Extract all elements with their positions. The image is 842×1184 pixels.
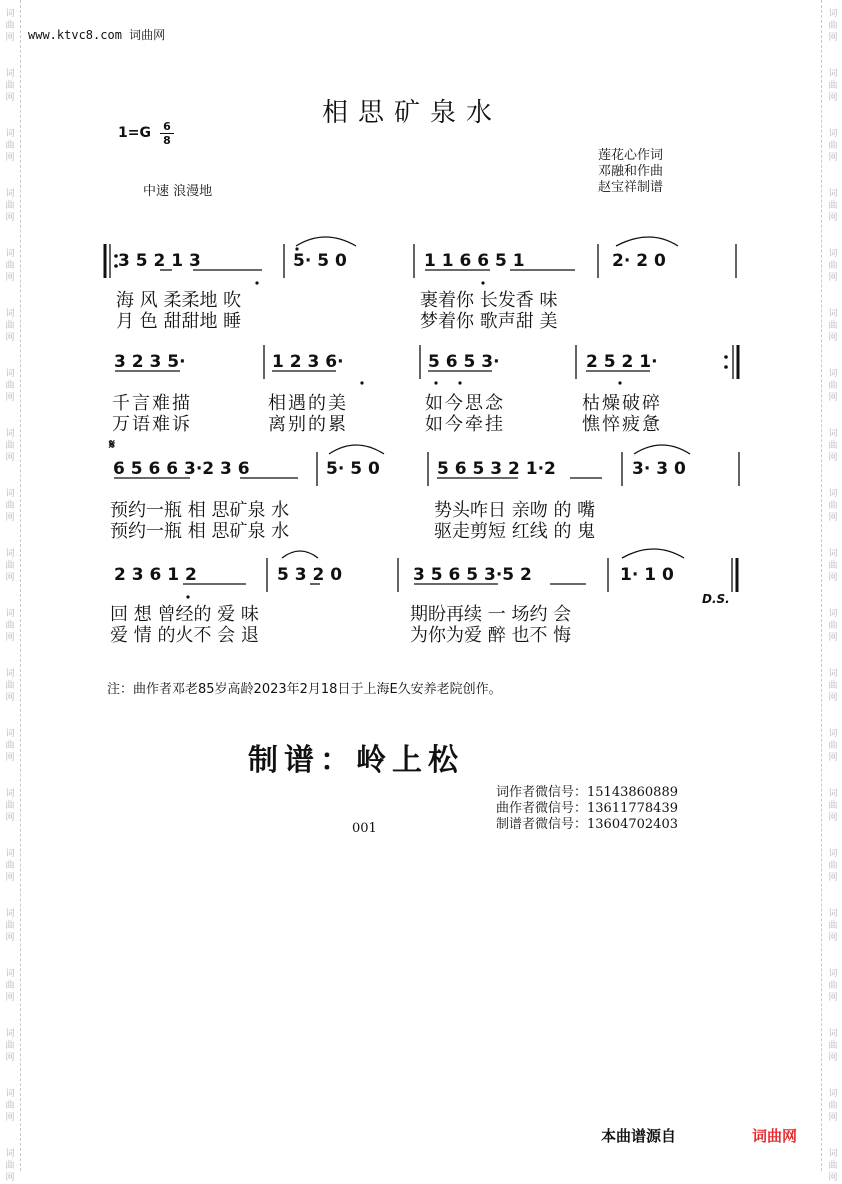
lyric-2b-4: 憔悴疲惫 (582, 414, 662, 435)
measure-3-3: 5 6 5 3 2 1·2 (437, 459, 556, 479)
measure-4-1: 2 3 6 1 2 (114, 565, 197, 585)
watermark-glyphs: 词 曲 网 (5, 69, 15, 103)
lyric-1a-1: 海 风 柔柔地 吹 (116, 290, 242, 311)
lyric-2a-2: 相遇的美 (268, 393, 348, 414)
lyricist-contact: 词作者微信号：15143860889 (496, 785, 678, 800)
watermark-glyphs: 词 曲 网 (5, 489, 15, 523)
watermark-glyphs: 词 曲 网 (5, 969, 15, 1003)
watermark-glyphs: 词 曲 网 (828, 9, 838, 43)
watermark-glyphs: 词 曲 网 (5, 669, 15, 703)
watermark-glyphs: 词 曲 网 (828, 369, 838, 403)
measure-1-3: 1 1 6 6 5 1 (424, 251, 525, 271)
lyric-4b-2: 为你为爱 醉 也不 悔 (410, 625, 572, 646)
watermark-glyphs: 词 曲 网 (828, 249, 838, 283)
watermark-glyphs: 词 曲 网 (5, 1089, 15, 1123)
watermark-glyphs: 词 曲 网 (5, 9, 15, 43)
source-label: 本曲谱源自 (601, 1127, 677, 1145)
site-url[interactable]: www.ktvc8.com 词曲网 (28, 28, 166, 42)
measure-2-4: 2 5 2 1· (586, 352, 658, 372)
lyric-2b-3: 如今牵挂 (425, 414, 505, 435)
lyric-3a-2: 势头咋日 亲吻 的 嘴 (434, 500, 596, 521)
time-signature-bottom: 8 (160, 133, 174, 147)
watermark-glyphs: 词 曲 网 (5, 1149, 15, 1183)
watermark-glyphs: 词 曲 网 (5, 429, 15, 463)
watermark-glyphs: 词 曲 网 (828, 1149, 838, 1183)
watermark-glyphs: 词 曲 网 (5, 789, 15, 823)
watermark-glyphs: 词 曲 网 (5, 909, 15, 943)
watermark-glyphs: 词 曲 网 (5, 189, 15, 223)
lyric-4a-1: 回 想 曾经的 爱 味 (110, 604, 259, 625)
measure-2-3: 5 6 5 3· (428, 352, 500, 372)
watermark-glyphs: 词 曲 网 (5, 309, 15, 343)
measure-1-2: 5· 5 0 (293, 251, 347, 271)
watermark-glyphs: 词 曲 网 (828, 129, 838, 163)
song-title: 相思矿泉水 (322, 98, 503, 128)
watermark-glyphs: 词 曲 网 (5, 129, 15, 163)
watermark-glyphs: 词 曲 网 (828, 729, 838, 763)
lyric-2a-3: 如今思念 (425, 393, 505, 414)
watermark-glyphs: 词 曲 网 (5, 549, 15, 583)
signature: 制谱：岭上松 (248, 743, 464, 778)
lyric-3a-1: 预约一瓶 相 思矿泉 水 (110, 500, 290, 521)
watermark-glyphs: 词 曲 网 (5, 729, 15, 763)
watermark-glyphs: 词 曲 网 (828, 969, 838, 1003)
watermark-glyphs: 词 曲 网 (828, 429, 838, 463)
key-signature: 1=G (118, 125, 151, 141)
measure-3-2: 5· 5 0 (326, 459, 380, 479)
measure-4-4: 1· 1 0 (620, 565, 674, 585)
lyric-1b-2: 梦着你 歌声甜 美 (420, 311, 558, 332)
watermark-glyphs: 词 曲 网 (828, 1089, 838, 1123)
lyric-1a-2: 裹着你 长发香 味 (420, 290, 558, 311)
lyric-1b-1: 月 色 甜甜地 睡 (116, 311, 242, 332)
lyric-3b-2: 驱走剪短 红线 的 鬼 (434, 521, 596, 542)
tempo-marking: 中速 浪漫地 (143, 184, 213, 199)
watermark-glyphs: 词 曲 网 (828, 309, 838, 343)
segno-sign: 𝄋 (109, 437, 116, 453)
composer-credit: 邓融和作曲 (598, 164, 664, 179)
page-number: 001 (352, 821, 377, 836)
lyric-2a-1: 千言难描 (112, 393, 192, 414)
notation-contact: 制谱者微信号：13604702403 (496, 817, 678, 832)
watermark-glyphs: 词 曲 网 (828, 789, 838, 823)
measure-2-2: 1 2 3 6· (272, 352, 344, 372)
lyric-3b-1: 预约一瓶 相 思矿泉 水 (110, 521, 290, 542)
lyric-2b-1: 万语难诉 (112, 414, 192, 435)
watermark-glyphs: 词 曲 网 (828, 69, 838, 103)
measure-4-3: 3 5 6 5 3·5 2 (413, 565, 532, 585)
lyricist-credit: 莲花心作词 (598, 148, 664, 163)
watermark-glyphs: 词 曲 网 (828, 1029, 838, 1063)
source-site-link[interactable]: 词曲网 (752, 1127, 798, 1145)
watermark-glyphs: 词 曲 网 (828, 549, 838, 583)
watermark-glyphs: 词 曲 网 (5, 1029, 15, 1063)
measure-3-1: 6 5 6 6 3·2 3 6 (113, 459, 250, 479)
watermark-glyphs: 词 曲 网 (5, 249, 15, 283)
composer-contact: 曲作者微信号：13611778439 (496, 801, 678, 816)
lyric-2a-4: 枯燥破碎 (582, 393, 662, 414)
measure-2-1: 3 2 3 5· (114, 352, 186, 372)
measure-4-2: 5 3 2 0 (277, 565, 343, 585)
dal-segno: D.S. (702, 592, 730, 606)
lyric-4b-1: 爱 情 的火不 会 退 (110, 625, 259, 646)
watermark-glyphs: 词 曲 网 (5, 849, 15, 883)
measure-1-4: 2· 2 0 (612, 251, 666, 271)
watermark-glyphs: 词 曲 网 (5, 369, 15, 403)
lyric-4a-2: 期盼再续 一 场约 会 (410, 604, 572, 625)
composition-note: 注：曲作者邓老85岁高龄2023年2月18日于上海E久安养老院创作。 (107, 682, 502, 697)
watermark-glyphs: 词 曲 网 (5, 609, 15, 643)
watermark-glyphs: 词 曲 网 (828, 849, 838, 883)
time-signature-top: 6 (163, 120, 171, 133)
watermark-glyphs: 词 曲 网 (828, 909, 838, 943)
watermark-glyphs: 词 曲 网 (828, 609, 838, 643)
measure-1-1: 3 5 2 1 3 (118, 251, 201, 271)
lyric-2b-2: 离别的累 (268, 414, 348, 435)
watermark-glyphs: 词 曲 网 (828, 189, 838, 223)
watermark-glyphs: 词 曲 网 (828, 669, 838, 703)
notation-credit: 赵宝祥制谱 (598, 180, 664, 195)
watermark-glyphs: 词 曲 网 (828, 489, 838, 523)
measure-3-4: 3· 3 0 (632, 459, 686, 479)
